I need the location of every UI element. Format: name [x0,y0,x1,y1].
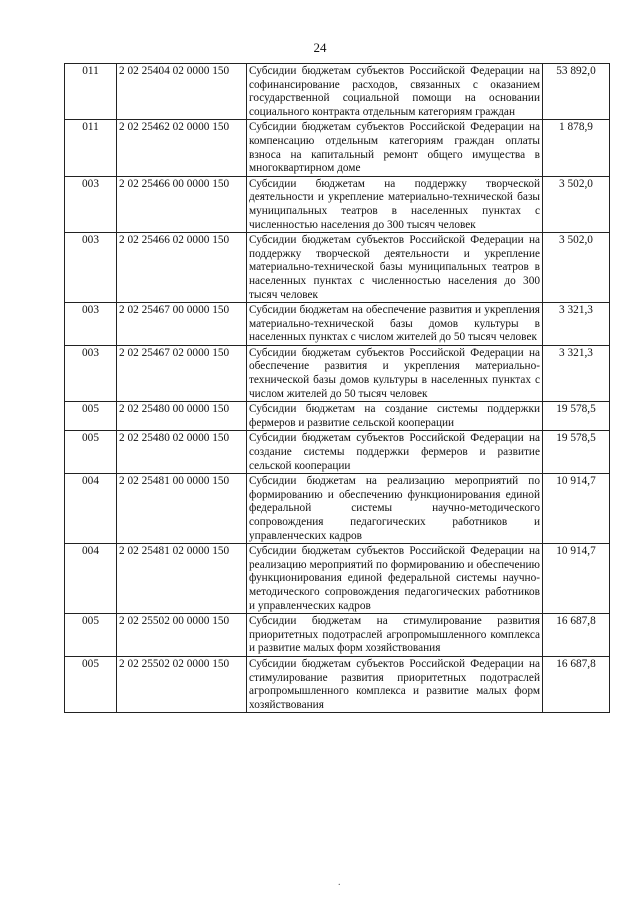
description-cell: Субсидии бюджетам на стимулирование развития приоритетных подотраслей агропромышленного комплекса и развитие малых форм хозяйствования [247,614,543,657]
budget-code-cell: 2 02 25404 02 0000 150 [117,64,247,120]
description-cell: Субсидии бюджетам субъектов Российской Федерации на стимулирование развития приоритетных подотраслей агропромышленного комплекса и развитие малых форм хозяйствования [247,656,543,712]
table-row [65,120,610,176]
description-cell: Субсидии бюджетам субъектов Российской Федерации на поддержку творческой деятельности и укрепление материально-технической базы муниципальных театров в населенных пунктах с численностью населения до 300 тысяч человек [247,233,543,303]
admin-code-cell: 003 [65,303,117,346]
table-row [65,345,610,401]
admin-code-cell: 011 [65,120,117,176]
description-cell: Субсидии бюджетам субъектов Российской Федерации на реализацию мероприятий по формированию и обеспечению функционирования единой федеральной системы научно-методического сопровождения педагогических работников и управленческих кадров [247,544,543,614]
amount-cell: 3 321,3 [543,345,610,401]
budget-code-cell: 2 02 25502 00 0000 150 [117,614,247,657]
amount-cell: 16 687,8 [543,656,610,712]
admin-code-cell: 004 [65,544,117,614]
description-cell: Субсидии бюджетам на поддержку творческой деятельности и укрепление материально-технической базы муниципальных театров в населенных пунктах с численностью населения до 300 тысяч человек [247,176,543,232]
table-row [65,402,610,431]
budget-code-cell: 2 02 25480 00 0000 150 [117,402,247,431]
table-row [65,303,610,346]
budget-code-cell: 2 02 25481 00 0000 150 [117,474,247,544]
admin-code-cell: 005 [65,614,117,657]
budget-code-cell: 2 02 25502 02 0000 150 [117,656,247,712]
table-row [65,474,610,544]
budget-code-cell: 2 02 25466 00 0000 150 [117,176,247,232]
budget-code-cell: 2 02 25467 00 0000 150 [117,303,247,346]
table-row [65,64,610,120]
table-row [65,614,610,657]
amount-cell: 10 914,7 [543,474,610,544]
admin-code-cell: 005 [65,402,117,431]
description-cell: Субсидии бюджетам субъектов Российской Федерации на создание системы поддержки фермеров и развитие сельской кооперации [247,431,543,474]
amount-cell: 10 914,7 [543,544,610,614]
admin-code-cell: 003 [65,345,117,401]
budget-table [64,63,610,713]
table-row [65,544,610,614]
budget-code-cell: 2 02 25480 02 0000 150 [117,431,247,474]
amount-cell: 53 892,0 [543,64,610,120]
amount-cell: 19 578,5 [543,431,610,474]
description-cell: Субсидии бюджетам на создание системы поддержки фермеров и развитие сельской кооперации [247,402,543,431]
page-number: 24 [313,40,327,55]
admin-code-cell: 011 [65,64,117,120]
amount-cell: 16 687,8 [543,614,610,657]
budget-code-cell: 2 02 25481 02 0000 150 [117,544,247,614]
budget-code-cell: 2 02 25466 02 0000 150 [117,233,247,303]
description-cell: Субсидии бюджетам на обеспечение развития и укрепления материально-технической базы домов культуры в населенных пунктах с числом жителей до 50 тысяч человек [247,303,543,346]
amount-cell: 3 321,3 [543,303,610,346]
amount-cell: 19 578,5 [543,402,610,431]
description-cell: Субсидии бюджетам субъектов Российской Федерации на компенсацию отдельным категориям граждан оплаты взноса на капитальный ремонт общего имущества в многоквартирном доме [247,120,543,176]
table-row [65,176,610,232]
admin-code-cell: 005 [65,431,117,474]
admin-code-cell: 005 [65,656,117,712]
description-cell: Субсидии бюджетам субъектов Российской Федерации на софинансирование расходов, связанных с оказанием государственной социальной помощи на основании социального контракта отдельным категориям граждан [247,64,543,120]
amount-cell: 3 502,0 [543,176,610,232]
scan-mark: . [338,877,341,888]
admin-code-cell: 003 [65,233,117,303]
admin-code-cell: 004 [65,474,117,544]
amount-cell: 1 878,9 [543,120,610,176]
table-row [65,431,610,474]
budget-code-cell: 2 02 25462 02 0000 150 [117,120,247,176]
table-row [65,233,610,303]
admin-code-cell: 003 [65,176,117,232]
amount-cell: 3 502,0 [543,233,610,303]
description-cell: Субсидии бюджетам субъектов Российской Федерации на обеспечение развития и укрепления материально-технической базы домов культуры в населенных пунктах с числом жителей до 50 тысяч человек [247,345,543,401]
budget-code-cell: 2 02 25467 02 0000 150 [117,345,247,401]
table-row [65,656,610,712]
description-cell: Субсидии бюджетам на реализацию мероприятий по формированию и обеспечению функционирования единой федеральной системы научно-методического сопровождения педагогических работников и управленческих кадров [247,474,543,544]
